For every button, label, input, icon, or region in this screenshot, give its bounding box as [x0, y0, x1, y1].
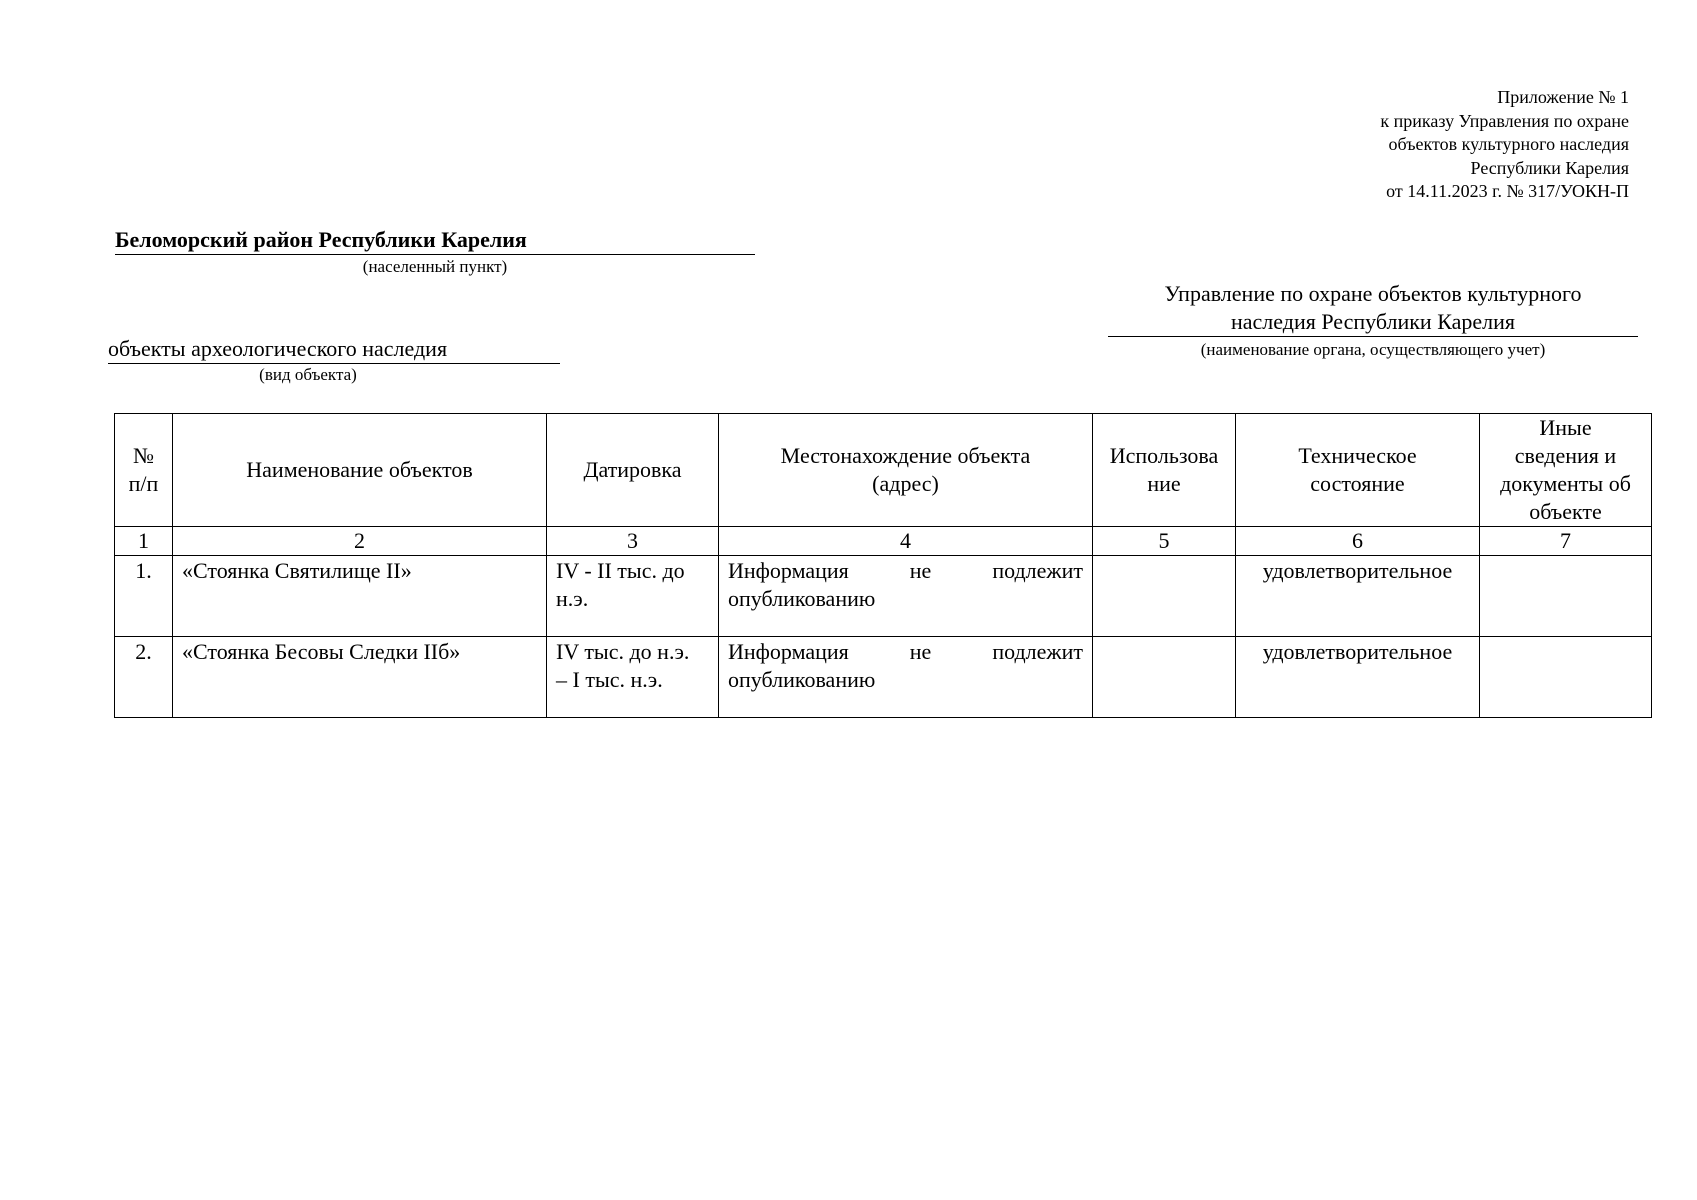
- header-other-line-4: объекте: [1529, 499, 1602, 524]
- appendix-block: [1380, 86, 1629, 204]
- header-location-line-2: (адрес): [872, 471, 939, 496]
- column-number: 7: [1480, 527, 1652, 556]
- object-dating: [547, 637, 719, 718]
- column-number: 6: [1236, 527, 1480, 556]
- settlement-caption: (населенный пункт): [362, 257, 508, 276]
- object-location: [719, 556, 1093, 637]
- column-number: 1: [115, 527, 173, 556]
- header-other-line-3: документы об: [1500, 471, 1631, 496]
- appendix-line-4: Республики Карелия: [1470, 157, 1629, 178]
- header-name: Наименование объектов: [173, 414, 547, 527]
- header-tech-line-1: Техническое: [1298, 443, 1417, 468]
- header-other-line-1: Иные: [1539, 415, 1592, 440]
- header-num-line-2: п/п: [128, 471, 159, 496]
- object-tech-state: удовлетворительное: [1236, 556, 1480, 637]
- header-other-info: [1480, 414, 1652, 527]
- location-word: Информация: [728, 558, 849, 583]
- object-other-info: [1480, 637, 1652, 718]
- organ-line-1: Управление по охране объектов культурного: [1164, 281, 1582, 306]
- accounting-organ-field: [1108, 280, 1638, 337]
- dating-line-1: IV тыс. до н.э.: [556, 639, 690, 664]
- header-num: [115, 414, 173, 527]
- settlement-field: Беломорский район Республики Карелия: [115, 226, 755, 255]
- location-line-1: [728, 557, 1083, 585]
- header-tech-state: [1236, 414, 1480, 527]
- header-usage: [1093, 414, 1236, 527]
- table-row: [115, 556, 1652, 637]
- header-location: [719, 414, 1093, 527]
- object-other-info: [1480, 556, 1652, 637]
- column-number: 4: [719, 527, 1093, 556]
- location-line-2: опубликованию: [728, 586, 876, 611]
- object-usage: [1093, 556, 1236, 637]
- object-name: «Стоянка Бесовы Следки IIб»: [173, 637, 547, 718]
- column-number: 3: [547, 527, 719, 556]
- object-tech-state: удовлетворительное: [1236, 637, 1480, 718]
- header-dating: Датировка: [547, 414, 719, 527]
- dating-line-1: IV - II тыс. до: [556, 558, 685, 583]
- header-usage-line-1: Использова: [1109, 443, 1219, 468]
- object-location: [719, 637, 1093, 718]
- appendix-line-2: к приказу Управления по охране: [1380, 110, 1629, 131]
- row-number: 2.: [115, 637, 173, 718]
- header-usage-line-2: ние: [1147, 471, 1181, 496]
- object-name: «Стоянка Святилище II»: [173, 556, 547, 637]
- objects-table: [114, 413, 1652, 718]
- location-line-1: [728, 638, 1083, 666]
- dating-line-2: н.э.: [556, 586, 589, 611]
- header-num-line-1: №: [133, 443, 154, 468]
- header-other-line-2: сведения и: [1514, 443, 1617, 468]
- column-number: 5: [1093, 527, 1236, 556]
- location-word: не: [909, 639, 932, 664]
- object-type-field: объекты археологического наследия: [108, 335, 560, 364]
- appendix-line-5: от 14.11.2023 г. № 317/УОКН-П: [1386, 181, 1629, 201]
- organ-line-2: наследия Республики Карелия: [1231, 309, 1515, 334]
- location-line-2: опубликованию: [728, 667, 876, 692]
- table-row: [115, 637, 1652, 718]
- object-usage: [1093, 637, 1236, 718]
- organ-caption: (наименование органа, осуществляющего учет): [1200, 340, 1546, 359]
- appendix-line-3: объектов культурного наследия: [1388, 134, 1629, 154]
- object-dating: [547, 556, 719, 637]
- location-word: подлежит: [992, 639, 1083, 664]
- dating-line-2: – I тыс. н.э.: [556, 667, 663, 692]
- header-location-line-1: Местонахождение объекта: [780, 443, 1031, 468]
- header-tech-line-2: состояние: [1310, 471, 1405, 496]
- object-type-caption: (вид объекта): [259, 365, 357, 384]
- appendix-line-1: Приложение № 1: [1497, 87, 1629, 107]
- location-word: не: [909, 558, 932, 583]
- location-word: Информация: [728, 639, 849, 664]
- row-number: 1.: [115, 556, 173, 637]
- location-word: подлежит: [992, 558, 1083, 583]
- column-numbers-row: [115, 527, 1652, 556]
- table-header-row: [115, 414, 1652, 527]
- column-number: 2: [173, 527, 547, 556]
